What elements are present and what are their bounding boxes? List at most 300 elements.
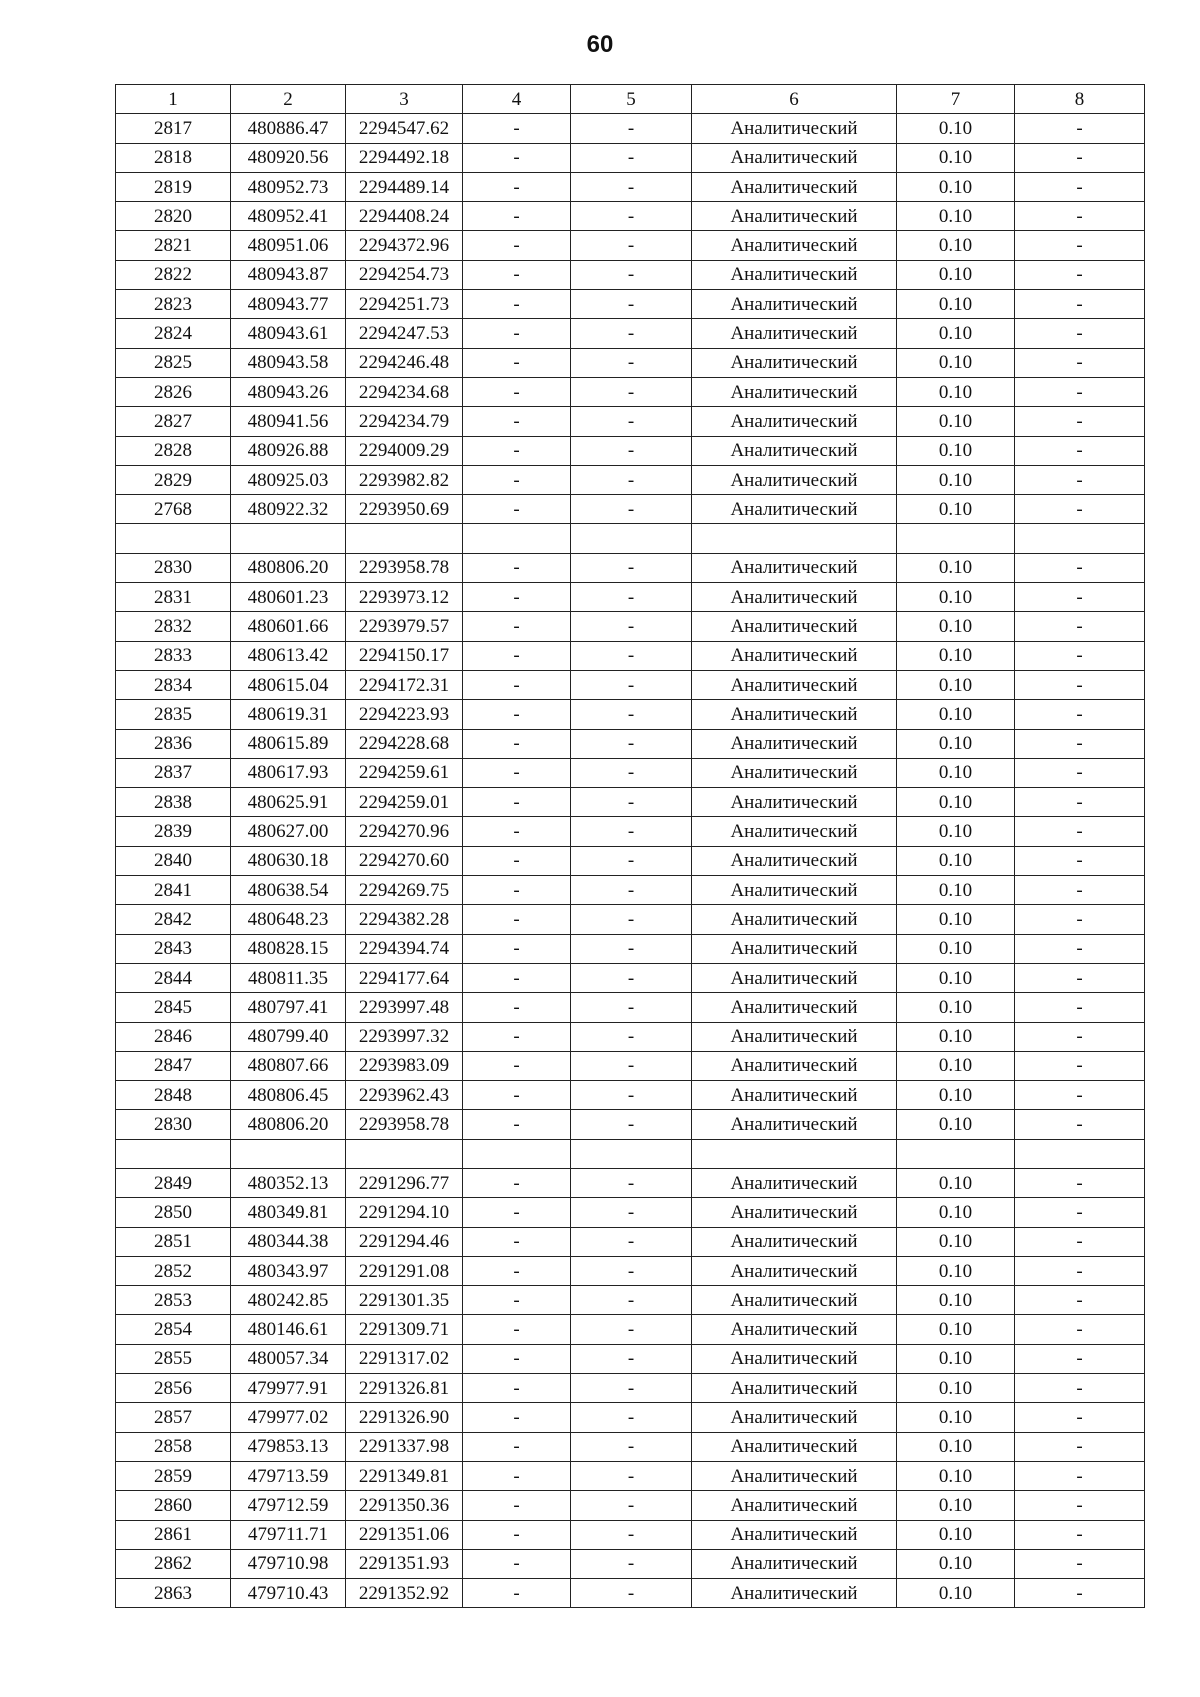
table-cell: - [463, 934, 571, 963]
table-cell: 2293958.78 [346, 1110, 463, 1139]
table-row [116, 1579, 1145, 1608]
table-cell: 480811.35 [231, 963, 346, 992]
table-row [116, 963, 1145, 992]
table-cell: 480806.20 [231, 553, 346, 582]
table-cell: Аналитический [692, 758, 897, 787]
table-cell: 2291351.06 [346, 1520, 463, 1549]
table-cell: - [571, 1081, 692, 1110]
table-cell: 480615.89 [231, 729, 346, 758]
table-cell: 2835 [116, 700, 231, 729]
table-cell: Аналитический [692, 114, 897, 143]
table-cell: - [1015, 1491, 1145, 1520]
table-cell: Аналитический [692, 202, 897, 231]
table-cell: - [1015, 172, 1145, 201]
table-cell: - [571, 319, 692, 348]
table-cell: 2294259.01 [346, 788, 463, 817]
table-cell: - [463, 963, 571, 992]
table-cell: 0.10 [897, 1315, 1015, 1344]
table-cell: Аналитический [692, 377, 897, 406]
table-cell [346, 1139, 463, 1168]
table-header-row [116, 85, 1145, 114]
table-cell [571, 524, 692, 553]
table-cell: 2830 [116, 1110, 231, 1139]
table-cell: 2839 [116, 817, 231, 846]
table-cell: - [571, 993, 692, 1022]
table-cell: Аналитический [692, 1315, 897, 1344]
table-row [116, 495, 1145, 524]
table-row [116, 1286, 1145, 1315]
table-cell: Аналитический [692, 1491, 897, 1520]
table-cell [231, 1139, 346, 1168]
table-cell: 480952.73 [231, 172, 346, 201]
table-row [116, 1022, 1145, 1051]
table-cell: 2836 [116, 729, 231, 758]
table-cell: Аналитический [692, 876, 897, 905]
table-cell [116, 1139, 231, 1168]
table-cell: 2294246.48 [346, 348, 463, 377]
table-cell: - [463, 1286, 571, 1315]
table-row [116, 1374, 1145, 1403]
table-cell: - [571, 1374, 692, 1403]
table-cell: - [463, 553, 571, 582]
table-cell: 0.10 [897, 963, 1015, 992]
table-cell: Аналитический [692, 172, 897, 201]
table-cell: 480352.13 [231, 1168, 346, 1197]
table-cell: 480146.61 [231, 1315, 346, 1344]
table-cell: - [571, 1432, 692, 1461]
table-cell: Аналитический [692, 348, 897, 377]
table-row [116, 1403, 1145, 1432]
table-row [116, 583, 1145, 612]
table-cell: 2828 [116, 436, 231, 465]
table-cell: 2294408.24 [346, 202, 463, 231]
table-row [116, 1344, 1145, 1373]
table-cell: 2293962.43 [346, 1081, 463, 1110]
table-row [116, 319, 1145, 348]
table-cell: - [1015, 407, 1145, 436]
table-cell: - [463, 729, 571, 758]
table-cell: - [1015, 876, 1145, 905]
table-cell: - [1015, 143, 1145, 172]
table-row [116, 1549, 1145, 1578]
table-cell: - [571, 231, 692, 260]
table-cell: 2829 [116, 465, 231, 494]
table-cell: Аналитический [692, 993, 897, 1022]
table-cell: 2824 [116, 319, 231, 348]
table-cell: 2291350.36 [346, 1491, 463, 1520]
table-cell: - [463, 876, 571, 905]
table-cell: - [1015, 1461, 1145, 1490]
table-cell: 0.10 [897, 1022, 1015, 1051]
table-cell: - [571, 1022, 692, 1051]
table-cell: - [571, 143, 692, 172]
table-cell: 0.10 [897, 348, 1015, 377]
table-cell: 2294223.93 [346, 700, 463, 729]
table-cell: - [571, 1227, 692, 1256]
table-cell: - [571, 1256, 692, 1285]
table-cell: 480615.04 [231, 670, 346, 699]
table-cell: 0.10 [897, 612, 1015, 641]
table-cell: Аналитический [692, 319, 897, 348]
table-cell: - [463, 114, 571, 143]
table-cell: 2291317.02 [346, 1344, 463, 1373]
table-cell: - [1015, 290, 1145, 319]
table-cell: 0.10 [897, 876, 1015, 905]
table-cell: - [1015, 1110, 1145, 1139]
column-header: 6 [692, 85, 897, 114]
table-cell: Аналитический [692, 1198, 897, 1227]
table-cell: - [571, 348, 692, 377]
table-cell: Аналитический [692, 1520, 897, 1549]
table-cell: - [463, 583, 571, 612]
table-cell: 2831 [116, 583, 231, 612]
table-cell: 2294172.31 [346, 670, 463, 699]
table-cell: 0.10 [897, 260, 1015, 289]
table-cell: - [1015, 1549, 1145, 1578]
table-cell: - [463, 377, 571, 406]
table-row [116, 1168, 1145, 1197]
table-cell: 480922.32 [231, 495, 346, 524]
table-cell: 2291294.10 [346, 1198, 463, 1227]
table-cell: 2845 [116, 993, 231, 1022]
table-cell: 2843 [116, 934, 231, 963]
table-cell: 2850 [116, 1198, 231, 1227]
table-cell: 2293950.69 [346, 495, 463, 524]
table-cell: - [571, 1491, 692, 1520]
table-cell: 0.10 [897, 1374, 1015, 1403]
table-cell [897, 524, 1015, 553]
table-cell: 0.10 [897, 1227, 1015, 1256]
table-cell: - [463, 612, 571, 641]
table-cell: 2849 [116, 1168, 231, 1197]
column-header: 1 [116, 85, 231, 114]
table-row [116, 465, 1145, 494]
table-cell: - [463, 1022, 571, 1051]
table-cell: - [463, 700, 571, 729]
table-cell: - [463, 1461, 571, 1490]
table-cell: 2294372.96 [346, 231, 463, 260]
table-cell: Аналитический [692, 1022, 897, 1051]
table-cell: Аналитический [692, 612, 897, 641]
table-row [116, 1081, 1145, 1110]
table-cell: - [1015, 758, 1145, 787]
table-cell: 2837 [116, 758, 231, 787]
table-cell: 2294547.62 [346, 114, 463, 143]
table-cell: 480057.34 [231, 1344, 346, 1373]
table-cell: 0.10 [897, 788, 1015, 817]
table-cell: - [1015, 641, 1145, 670]
coordinates-table [115, 84, 1145, 1608]
table-cell: - [463, 231, 571, 260]
table-cell: 2858 [116, 1432, 231, 1461]
table-cell: 2819 [116, 172, 231, 201]
table-cell: 480951.06 [231, 231, 346, 260]
table-cell: 480349.81 [231, 1198, 346, 1227]
table-cell: - [1015, 583, 1145, 612]
table-cell: 0.10 [897, 407, 1015, 436]
table-cell: 2294009.29 [346, 436, 463, 465]
table-cell: 2826 [116, 377, 231, 406]
table-cell: 479977.91 [231, 1374, 346, 1403]
table-cell [1015, 1139, 1145, 1168]
table-cell: - [463, 1168, 571, 1197]
table-cell: - [571, 934, 692, 963]
table-cell [692, 1139, 897, 1168]
table-cell: 480952.41 [231, 202, 346, 231]
table-cell: 479710.43 [231, 1579, 346, 1608]
table-cell: 2821 [116, 231, 231, 260]
table-cell: - [1015, 788, 1145, 817]
table-cell: 2768 [116, 495, 231, 524]
table-cell: - [463, 817, 571, 846]
table-cell: - [463, 1432, 571, 1461]
table-cell: - [571, 641, 692, 670]
table-cell: 2291296.77 [346, 1168, 463, 1197]
table-cell: Аналитический [692, 788, 897, 817]
table-cell: - [1015, 700, 1145, 729]
table-row [116, 641, 1145, 670]
table-cell: - [463, 1227, 571, 1256]
table-cell: 2294150.17 [346, 641, 463, 670]
table-cell: 2291294.46 [346, 1227, 463, 1256]
table-cell: Аналитический [692, 553, 897, 582]
table-cell: - [463, 202, 571, 231]
table-cell: 0.10 [897, 817, 1015, 846]
table-cell: 480943.87 [231, 260, 346, 289]
table-cell: - [463, 1579, 571, 1608]
table-cell: 0.10 [897, 436, 1015, 465]
table-cell: 0.10 [897, 758, 1015, 787]
table-cell: 0.10 [897, 729, 1015, 758]
table-cell: - [463, 1315, 571, 1344]
table-cell: 2822 [116, 260, 231, 289]
table-cell: - [463, 1520, 571, 1549]
table-cell: - [1015, 1315, 1145, 1344]
table-cell: Аналитический [692, 817, 897, 846]
table-cell: 480943.61 [231, 319, 346, 348]
table-cell: 0.10 [897, 290, 1015, 319]
page-number: 60 [586, 31, 614, 58]
table-cell: - [463, 407, 571, 436]
table-cell: - [463, 1110, 571, 1139]
table-cell: Аналитический [692, 407, 897, 436]
table-cell: 0.10 [897, 114, 1015, 143]
table-cell: - [571, 788, 692, 817]
table-cell: - [1015, 1520, 1145, 1549]
table-cell: Аналитический [692, 1168, 897, 1197]
table-cell: Аналитический [692, 905, 897, 934]
table-cell: 2291301.35 [346, 1286, 463, 1315]
table-cell: 2294492.18 [346, 143, 463, 172]
table-row [116, 553, 1145, 582]
table-cell: - [571, 846, 692, 875]
table-cell: 480648.23 [231, 905, 346, 934]
table-cell: - [571, 729, 692, 758]
table-cell: 0.10 [897, 1432, 1015, 1461]
table-cell: 0.10 [897, 202, 1015, 231]
table-cell: Аналитический [692, 963, 897, 992]
table-cell: 479713.59 [231, 1461, 346, 1490]
table-cell: - [571, 1579, 692, 1608]
table-cell: 2834 [116, 670, 231, 699]
table-cell: 0.10 [897, 1256, 1015, 1285]
table-cell [116, 524, 231, 553]
table-cell: 0.10 [897, 993, 1015, 1022]
table-cell: 480806.45 [231, 1081, 346, 1110]
table-cell: 2861 [116, 1520, 231, 1549]
table-cell: - [463, 1051, 571, 1080]
table-cell: - [1015, 1374, 1145, 1403]
table-cell: 480638.54 [231, 876, 346, 905]
table-cell: - [1015, 934, 1145, 963]
table-cell: - [571, 436, 692, 465]
table-cell: 2293973.12 [346, 583, 463, 612]
table-cell [897, 1139, 1015, 1168]
table-row [116, 817, 1145, 846]
table-cell: 2291326.81 [346, 1374, 463, 1403]
table-row [116, 436, 1145, 465]
table-cell: - [463, 758, 571, 787]
table-cell: - [1015, 319, 1145, 348]
table-cell: 480242.85 [231, 1286, 346, 1315]
table-cell: 480943.77 [231, 290, 346, 319]
table-cell: - [571, 1403, 692, 1432]
table-cell: 2291309.71 [346, 1315, 463, 1344]
table-cell: - [571, 758, 692, 787]
table-cell: - [463, 348, 571, 377]
table-cell: - [1015, 495, 1145, 524]
table-cell: 0.10 [897, 905, 1015, 934]
table-cell: 2294177.64 [346, 963, 463, 992]
table-cell: 480619.31 [231, 700, 346, 729]
table-cell: - [571, 1051, 692, 1080]
table-cell: 2848 [116, 1081, 231, 1110]
table-cell: - [571, 1344, 692, 1373]
table-cell: 2293983.09 [346, 1051, 463, 1080]
table-cell: 2825 [116, 348, 231, 377]
table-row [116, 231, 1145, 260]
table-cell: Аналитический [692, 1344, 897, 1373]
table-cell: 2294394.74 [346, 934, 463, 963]
table-row [116, 1227, 1145, 1256]
table-cell: Аналитический [692, 231, 897, 260]
table-cell: 0.10 [897, 1286, 1015, 1315]
table-cell: - [1015, 817, 1145, 846]
table-cell: Аналитический [692, 846, 897, 875]
table-cell: 2294247.53 [346, 319, 463, 348]
table-cell: - [571, 260, 692, 289]
table-cell: 480601.66 [231, 612, 346, 641]
table-cell: - [463, 1374, 571, 1403]
table-cell: - [1015, 260, 1145, 289]
table-row [116, 377, 1145, 406]
table-cell: 2852 [116, 1256, 231, 1285]
table-cell: - [571, 700, 692, 729]
table-cell: - [571, 407, 692, 436]
table-row [116, 993, 1145, 1022]
table-row [116, 260, 1145, 289]
table-cell: 2823 [116, 290, 231, 319]
table-cell: - [463, 436, 571, 465]
table-cell: Аналитический [692, 1051, 897, 1080]
table-cell: 2830 [116, 553, 231, 582]
table-cell: 0.10 [897, 1461, 1015, 1490]
table-cell: - [463, 1491, 571, 1520]
column-header: 5 [571, 85, 692, 114]
table-cell: 480601.23 [231, 583, 346, 612]
table-cell: 2838 [116, 788, 231, 817]
table-cell: - [463, 465, 571, 494]
table-row [116, 934, 1145, 963]
table-cell: - [1015, 1227, 1145, 1256]
table-cell: 480343.97 [231, 1256, 346, 1285]
table-row [116, 1198, 1145, 1227]
table-row [116, 788, 1145, 817]
table-cell: 480806.20 [231, 1110, 346, 1139]
column-header: 2 [231, 85, 346, 114]
table-cell: Аналитический [692, 1432, 897, 1461]
table-cell: 480799.40 [231, 1022, 346, 1051]
table-cell: - [571, 1198, 692, 1227]
table-cell [692, 524, 897, 553]
table-cell: 480886.47 [231, 114, 346, 143]
table-cell: - [571, 1286, 692, 1315]
table-cell: 2294489.14 [346, 172, 463, 201]
table-cell: Аналитический [692, 1227, 897, 1256]
table-cell: 2293997.32 [346, 1022, 463, 1051]
table-cell: - [571, 290, 692, 319]
table-cell: 0.10 [897, 495, 1015, 524]
table-row [116, 670, 1145, 699]
table-cell: 0.10 [897, 641, 1015, 670]
table-cell: 2847 [116, 1051, 231, 1080]
table-cell: - [1015, 202, 1145, 231]
blank-separator-row [116, 1139, 1145, 1168]
table-row [116, 290, 1145, 319]
table-cell: 2294269.75 [346, 876, 463, 905]
table-cell: 480627.00 [231, 817, 346, 846]
table-cell: - [1015, 1403, 1145, 1432]
table-cell: - [463, 172, 571, 201]
table-cell: 2856 [116, 1374, 231, 1403]
table-row [116, 114, 1145, 143]
table-cell: 2291349.81 [346, 1461, 463, 1490]
table-cell: 0.10 [897, 670, 1015, 699]
table-cell: - [1015, 377, 1145, 406]
table-row [116, 846, 1145, 875]
table-cell: 0.10 [897, 934, 1015, 963]
table-cell: 2860 [116, 1491, 231, 1520]
table-cell: - [1015, 729, 1145, 758]
table-cell: - [463, 290, 571, 319]
table-row [116, 905, 1145, 934]
table-cell: 0.10 [897, 553, 1015, 582]
table-cell: 2853 [116, 1286, 231, 1315]
table-cell: 480613.42 [231, 641, 346, 670]
table-cell: - [1015, 1256, 1145, 1285]
table-cell: - [1015, 670, 1145, 699]
table-cell: Аналитический [692, 1286, 897, 1315]
table-cell: Аналитический [692, 729, 897, 758]
table-body [116, 114, 1145, 1608]
table-cell: - [1015, 1432, 1145, 1461]
table-cell: - [571, 377, 692, 406]
table-cell: 2844 [116, 963, 231, 992]
table-cell: 2818 [116, 143, 231, 172]
table-cell: - [1015, 1579, 1145, 1608]
table-cell: - [1015, 905, 1145, 934]
table-cell: 480941.56 [231, 407, 346, 436]
